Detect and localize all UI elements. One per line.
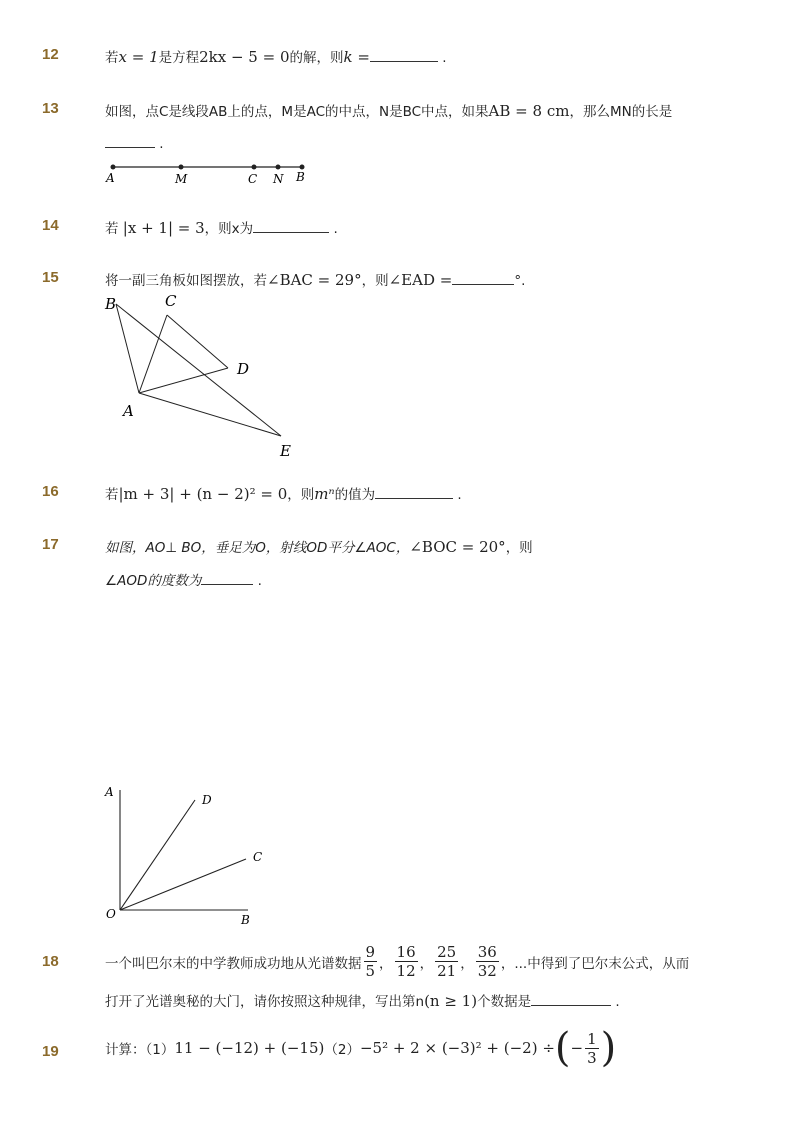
answer-blank[interactable] xyxy=(253,218,329,233)
text: 计算：（1） xyxy=(105,1042,175,1058)
question-text xyxy=(105,483,462,503)
label-b: B xyxy=(241,913,250,927)
question-number: 15 xyxy=(42,269,59,286)
text: ，那么MN的长是 xyxy=(569,104,673,120)
question-number: 19 xyxy=(42,1043,59,1060)
segment-ba xyxy=(116,304,139,393)
label-a: A xyxy=(106,171,115,185)
text: 的解，则 xyxy=(289,50,344,66)
math: 2kx − 5 = 0 xyxy=(199,48,290,66)
text: 个数据是 xyxy=(477,994,532,1010)
segment-cd xyxy=(167,315,228,368)
math: x = 1 xyxy=(118,48,159,66)
text: ， xyxy=(419,955,434,972)
label-c: C xyxy=(253,850,263,864)
ray-od xyxy=(120,800,195,910)
text: 一个叫巴尔末的中学教师成功地从光谱数据 xyxy=(105,955,362,972)
segment-ad xyxy=(139,368,228,393)
text: . xyxy=(457,487,462,503)
math: (n ≥ 1) xyxy=(424,992,478,1010)
label-o: O xyxy=(106,907,116,921)
point-m xyxy=(179,165,184,170)
point-b xyxy=(300,165,305,170)
math: ∠EAD = xyxy=(388,271,453,289)
text: ， xyxy=(460,955,474,972)
label-b: B xyxy=(296,170,305,184)
text: °. xyxy=(514,273,526,289)
question-text-line2 xyxy=(105,990,620,1010)
text: ，...中得到了巴尔末公式，从而 xyxy=(500,955,690,972)
text: . xyxy=(257,573,262,589)
segment-figure xyxy=(100,158,320,188)
text: . xyxy=(615,994,620,1010)
question-text xyxy=(105,1025,617,1071)
question-number: 14 xyxy=(42,217,59,234)
label-d: D xyxy=(237,360,250,378)
label-m: M xyxy=(175,172,188,186)
label-c: C xyxy=(248,172,258,186)
point-n xyxy=(276,165,281,170)
question-text xyxy=(105,217,338,237)
fraction: $\frac{25}{21}$ xyxy=(437,943,457,980)
math: |m + 3| + (n − 2)² = 0 xyxy=(118,485,288,503)
text: ，则 xyxy=(361,273,389,289)
text: ，则 xyxy=(287,487,315,503)
question-text xyxy=(105,46,447,66)
text: ，则x为 xyxy=(204,221,254,237)
math: AB = 8 cm xyxy=(488,102,570,120)
text: 若 xyxy=(105,50,119,66)
label-d: D xyxy=(202,793,212,807)
math: − xyxy=(570,1039,584,1057)
answer-blank[interactable] xyxy=(370,47,438,62)
fraction: $\frac{9}{5}$ xyxy=(365,943,376,980)
math: ∠BAC = 29° xyxy=(267,271,362,289)
answer-line xyxy=(105,133,164,152)
text: 是方程 xyxy=(158,50,200,66)
text: （2） xyxy=(324,1042,360,1058)
text: 将一副三角板如图摆放，若 xyxy=(105,273,267,289)
label-c: C xyxy=(165,292,177,310)
text: ∠AOD的度数为 xyxy=(105,573,202,589)
text: . xyxy=(442,50,447,66)
answer-blank[interactable] xyxy=(375,484,453,499)
question-number: 18 xyxy=(42,953,59,970)
text: . xyxy=(159,136,164,152)
text: 如图，点C是线段AB上的点，M是AC的中点，N是BC中点，如果 xyxy=(105,104,489,120)
angle-figure xyxy=(98,780,278,930)
text: 如图，AO⊥ BO，垂足为O，射线OD平分∠AOC， xyxy=(105,540,410,556)
question-number: 12 xyxy=(42,46,59,63)
math: 11 − (−12) + (−15) xyxy=(174,1039,325,1057)
answer-blank[interactable] xyxy=(452,270,514,285)
fraction: $\frac{16}{12}$ xyxy=(396,943,416,980)
question-number: 16 xyxy=(42,483,59,500)
answer-blank[interactable] xyxy=(105,133,155,148)
ray-oc xyxy=(120,859,246,910)
question-text-line2 xyxy=(105,569,262,589)
paren-left: ( xyxy=(554,1025,571,1071)
label-n: N xyxy=(273,172,284,186)
question-number: 13 xyxy=(42,100,59,117)
math: −5² + 2 × (−3)² + (−2) ÷ xyxy=(359,1039,555,1057)
triangle-figure xyxy=(100,290,310,460)
label-e: E xyxy=(280,442,291,460)
text: 的值为 xyxy=(334,487,376,503)
math: k = xyxy=(343,48,370,66)
point-c xyxy=(252,165,257,170)
fraction: $\frac{36}{32}$ xyxy=(477,943,497,980)
point-a xyxy=(111,165,116,170)
label-b: B xyxy=(105,295,117,313)
question-number: 17 xyxy=(42,536,59,553)
text: ，则 xyxy=(505,540,533,556)
math: ∠BOC = 20° xyxy=(409,538,506,556)
text: 若 xyxy=(105,487,119,503)
segment-ae xyxy=(139,393,281,436)
paren-right: ) xyxy=(600,1025,617,1071)
answer-blank[interactable] xyxy=(201,570,253,585)
label-a: A xyxy=(105,785,114,799)
text: 若 xyxy=(105,221,119,237)
text: . xyxy=(333,221,338,237)
label-a: A xyxy=(123,402,134,420)
question-text xyxy=(105,536,533,556)
question-text xyxy=(105,943,689,980)
math: mⁿ xyxy=(314,485,335,503)
question-text xyxy=(105,269,525,289)
segment-ac xyxy=(139,315,167,393)
text: 打开了光谱奥秘的大门，请你按照这种规律，写出第n xyxy=(105,994,425,1010)
fraction: $\frac{1}{3}$ xyxy=(587,1029,597,1067)
text: ， xyxy=(379,955,393,972)
segment-be xyxy=(116,304,281,436)
answer-blank[interactable] xyxy=(531,991,611,1006)
math: |x + 1| = 3 xyxy=(122,219,205,237)
question-text xyxy=(105,100,672,120)
